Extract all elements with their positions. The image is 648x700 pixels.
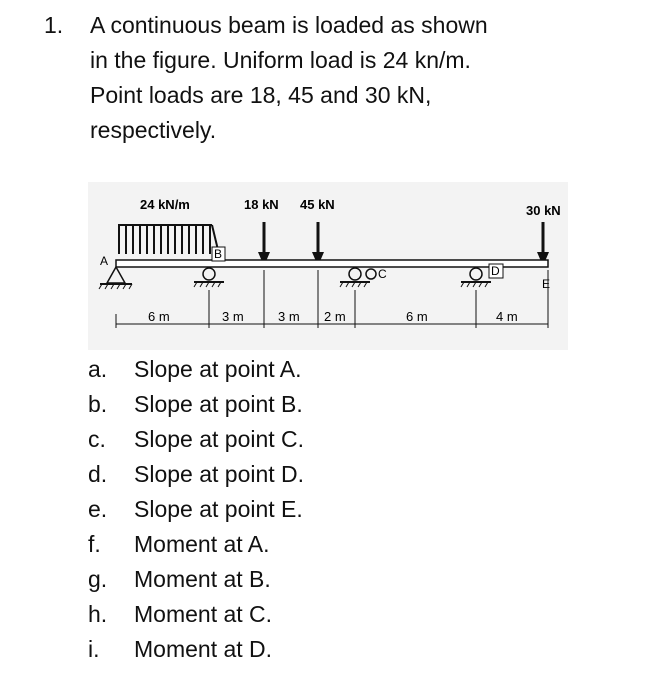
problem-line-3: Point loads are 18, 45 and 30 kN, bbox=[90, 82, 432, 108]
beam-figure bbox=[88, 182, 568, 350]
problem-text bbox=[90, 8, 610, 148]
point-b-label: B bbox=[214, 247, 223, 261]
list-item-text: Moment at A. bbox=[134, 531, 270, 557]
list-item bbox=[88, 597, 568, 632]
distributed-load bbox=[118, 225, 218, 254]
point-load-3-label: 30 kN bbox=[526, 203, 561, 218]
problem-line-1: A continuous beam is loaded as shown bbox=[90, 12, 488, 38]
problem-line-4: respectively. bbox=[90, 117, 217, 143]
point-c-label: C bbox=[378, 267, 387, 281]
beam-diagram bbox=[88, 182, 568, 350]
list-item-label: e. bbox=[88, 496, 108, 522]
list-item-label: h. bbox=[88, 601, 108, 627]
list-item-text: Moment at D. bbox=[134, 636, 273, 662]
list-item bbox=[88, 387, 568, 422]
list-item bbox=[88, 562, 568, 597]
problem-number: 1. bbox=[44, 12, 64, 38]
dimension-1: 6 m bbox=[148, 309, 170, 324]
dimension-2: 3 m bbox=[222, 309, 244, 324]
list-item-label: a. bbox=[88, 356, 108, 382]
uniform-load-label: 24 kN/m bbox=[140, 197, 190, 212]
list-item-text: Slope at point A. bbox=[134, 356, 302, 382]
list-item-text: Slope at point D. bbox=[134, 461, 305, 487]
list-item-label: i. bbox=[88, 636, 100, 662]
point-a-label: A bbox=[100, 254, 109, 268]
list-item bbox=[88, 632, 568, 667]
list-item-text: Slope at point B. bbox=[134, 391, 303, 417]
beam bbox=[116, 260, 548, 267]
dimension-6: 4 m bbox=[496, 309, 518, 324]
list-item-label: b. bbox=[88, 391, 108, 417]
list-item-label: g. bbox=[88, 566, 108, 592]
list-item-text: Slope at point C. bbox=[134, 426, 305, 452]
dimension-3: 3 m bbox=[278, 309, 300, 324]
list-item-text: Moment at B. bbox=[134, 566, 271, 592]
dimension-5: 6 m bbox=[406, 309, 428, 324]
list-item bbox=[88, 527, 568, 562]
point-e-label: E bbox=[542, 277, 551, 291]
question-list bbox=[88, 352, 568, 667]
list-item bbox=[88, 352, 568, 387]
list-item bbox=[88, 492, 568, 527]
list-item bbox=[88, 422, 568, 457]
point-load-2-label: 45 kN bbox=[300, 197, 335, 212]
list-item-text: Slope at point E. bbox=[134, 496, 303, 522]
list-item bbox=[88, 457, 568, 492]
list-item-text: Moment at C. bbox=[134, 601, 273, 627]
problem-line-2: in the figure. Uniform load is 24 kn/m. bbox=[90, 47, 471, 73]
point-load-1-label: 18 kN bbox=[244, 197, 279, 212]
list-item-label: f. bbox=[88, 531, 101, 557]
point-d-label: D bbox=[491, 264, 500, 278]
dimension-4: 2 m bbox=[324, 309, 346, 324]
list-item-label: c. bbox=[88, 426, 106, 452]
list-item-label: d. bbox=[88, 461, 108, 487]
